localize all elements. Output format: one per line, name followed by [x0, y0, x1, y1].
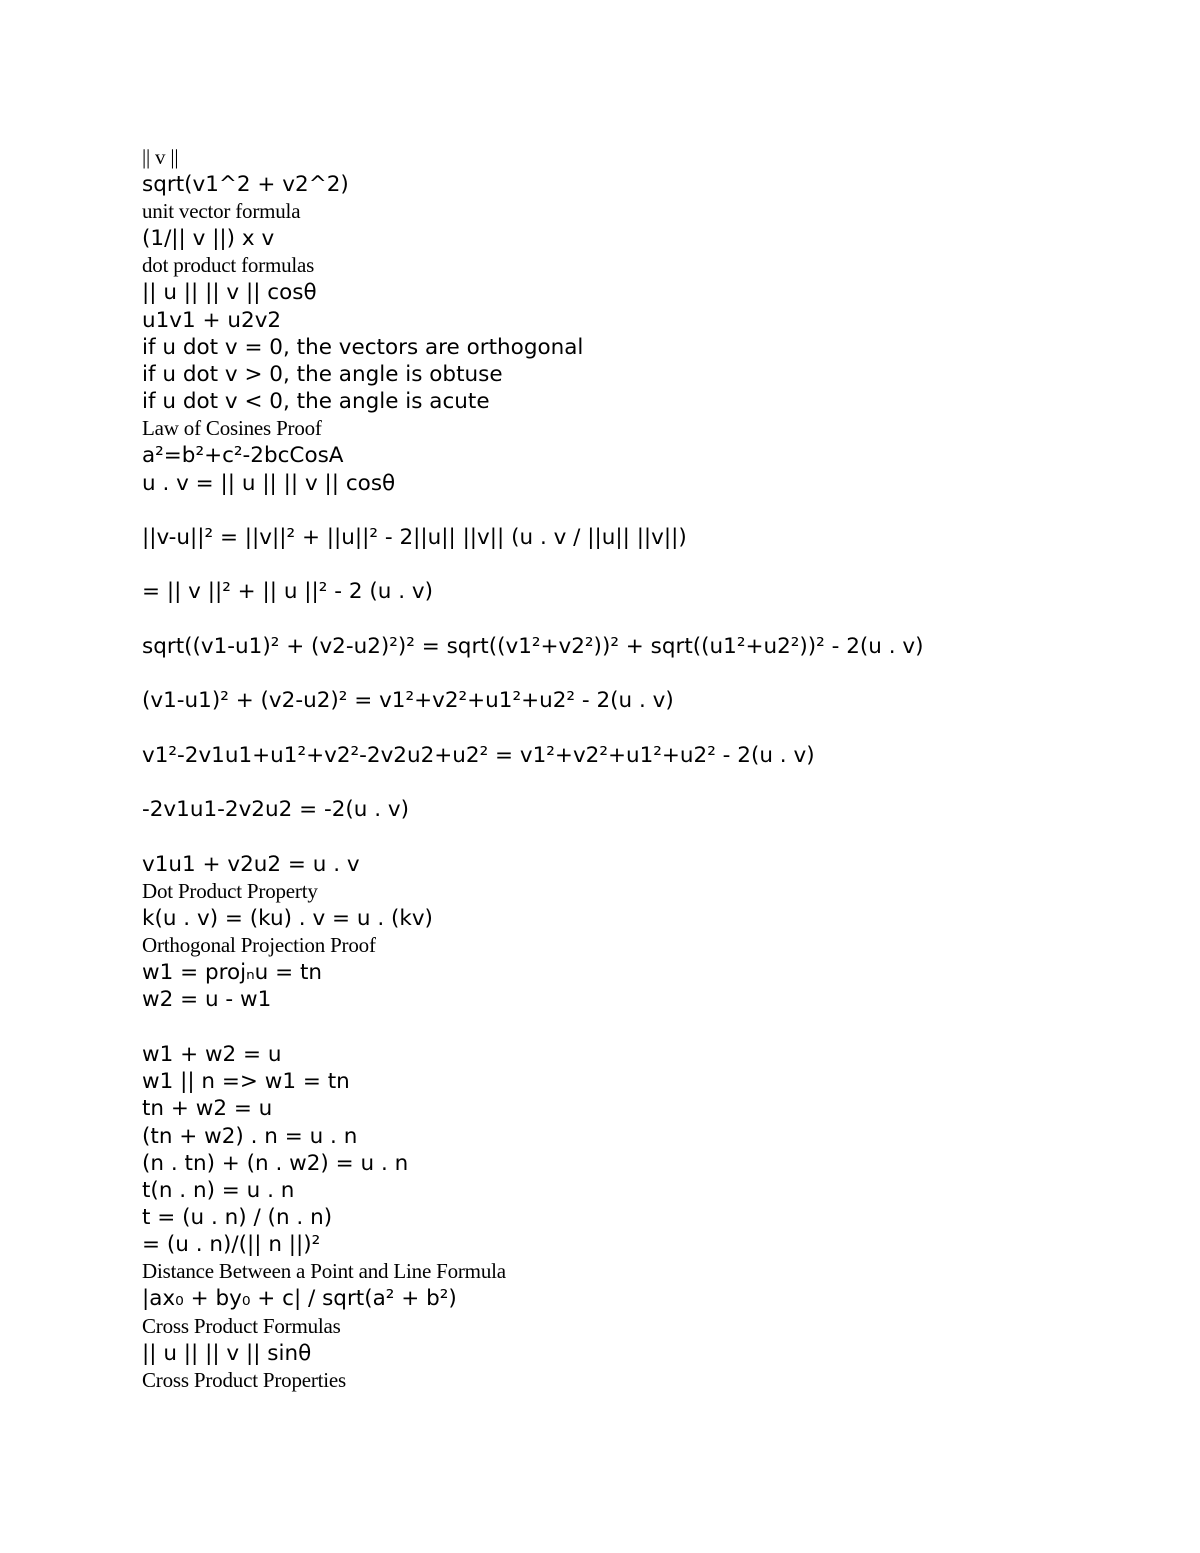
formula-line: w1 || n => w1 = tn	[142, 1069, 350, 1095]
formula-line: if u dot v < 0, the angle is acute	[142, 389, 490, 415]
section-heading: dot product formulas	[142, 253, 315, 278]
section-heading: Cross Product Formulas	[142, 1313, 341, 1338]
section-heading: Orthogonal Projection Proof	[142, 933, 376, 958]
section-heading: Dot Product Property	[142, 879, 318, 904]
formula-line: sqrt(v1^2 + v2^2)	[142, 172, 349, 197]
formula-line: (v1-u1)² + (v2-u2)² = v1²+v2²+u1²+u2² - 2(u . v)	[142, 688, 674, 714]
formula-line: u1v1 + u2v2	[142, 307, 282, 333]
blank-line	[142, 660, 1142, 687]
formula-line: w2 = u - w1	[142, 987, 272, 1013]
formula-line: = || v ||² + || u ||² - 2 (u . v)	[142, 579, 433, 605]
formula-line: if u dot v = 0, the vectors are orthogonal	[142, 334, 584, 360]
document-page	[142, 144, 1142, 1394]
formula-line: tn + w2 = u	[142, 1096, 273, 1122]
section-heading: || v ||	[142, 145, 179, 169]
section-heading: Law of Cosines Proof	[142, 416, 322, 441]
formula-line: t = (u . n) / (n . n)	[142, 1205, 333, 1231]
formula-line: ||v-u||² = ||v||² + ||u||² - 2||u|| ||v|| (u . v / ||u|| ||v||)	[142, 524, 687, 550]
blank-line	[142, 824, 1142, 851]
blank-line	[142, 606, 1142, 633]
formula-line: a²=b²+c²-2bcCosA	[142, 443, 344, 469]
formula-line: u . v = || u || || v || cosθ	[142, 470, 396, 496]
formula-line: sqrt((v1-u1)² + (v2-u2)²)² = sqrt((v1²+v2²))² + sqrt((u1²+u2²))² - 2(u . v)	[142, 633, 924, 659]
blank-line	[142, 715, 1142, 742]
blank-line	[142, 497, 1142, 524]
formula-line: w1 = projₙu = tn	[142, 960, 323, 986]
formula-line: = (u . n)/(|| n ||)²	[142, 1232, 321, 1258]
formula-line: k(u . v) = (ku) . v = u . (kv)	[142, 906, 433, 932]
section-heading: Cross Product Properties	[142, 1367, 347, 1392]
formula-line: -2v1u1-2v2u2 = -2(u . v)	[142, 797, 410, 823]
formula-line: (tn + w2) . n = u . n	[142, 1123, 358, 1149]
formula-line: || u || || v || sinθ	[142, 1340, 312, 1366]
blank-line	[142, 1014, 1142, 1041]
formula-line: if u dot v > 0, the angle is obtuse	[142, 361, 503, 387]
section-heading: unit vector formula	[142, 199, 301, 224]
formula-line: w1 + w2 = u	[142, 1041, 282, 1067]
formula-line: t(n . n) = u . n	[142, 1177, 295, 1203]
formula-line: |ax₀ + by₀ + c| / sqrt(a² + b²)	[142, 1286, 457, 1312]
formula-line: || u || || v || cosθ	[142, 280, 317, 306]
formula-line: (1/|| v ||) x v	[142, 226, 275, 252]
blank-line	[142, 551, 1142, 578]
formula-line: (n . tn) + (n . w2) = u . n	[142, 1150, 409, 1176]
formula-line: v1²-2v1u1+u1²+v2²-2v2u2+u2² = v1²+v2²+u1²+u2² - 2(u . v)	[142, 742, 815, 768]
blank-line	[142, 769, 1142, 796]
section-heading: Distance Between a Point and Line Formula	[142, 1259, 506, 1284]
formula-line: v1u1 + v2u2 = u . v	[142, 851, 360, 877]
